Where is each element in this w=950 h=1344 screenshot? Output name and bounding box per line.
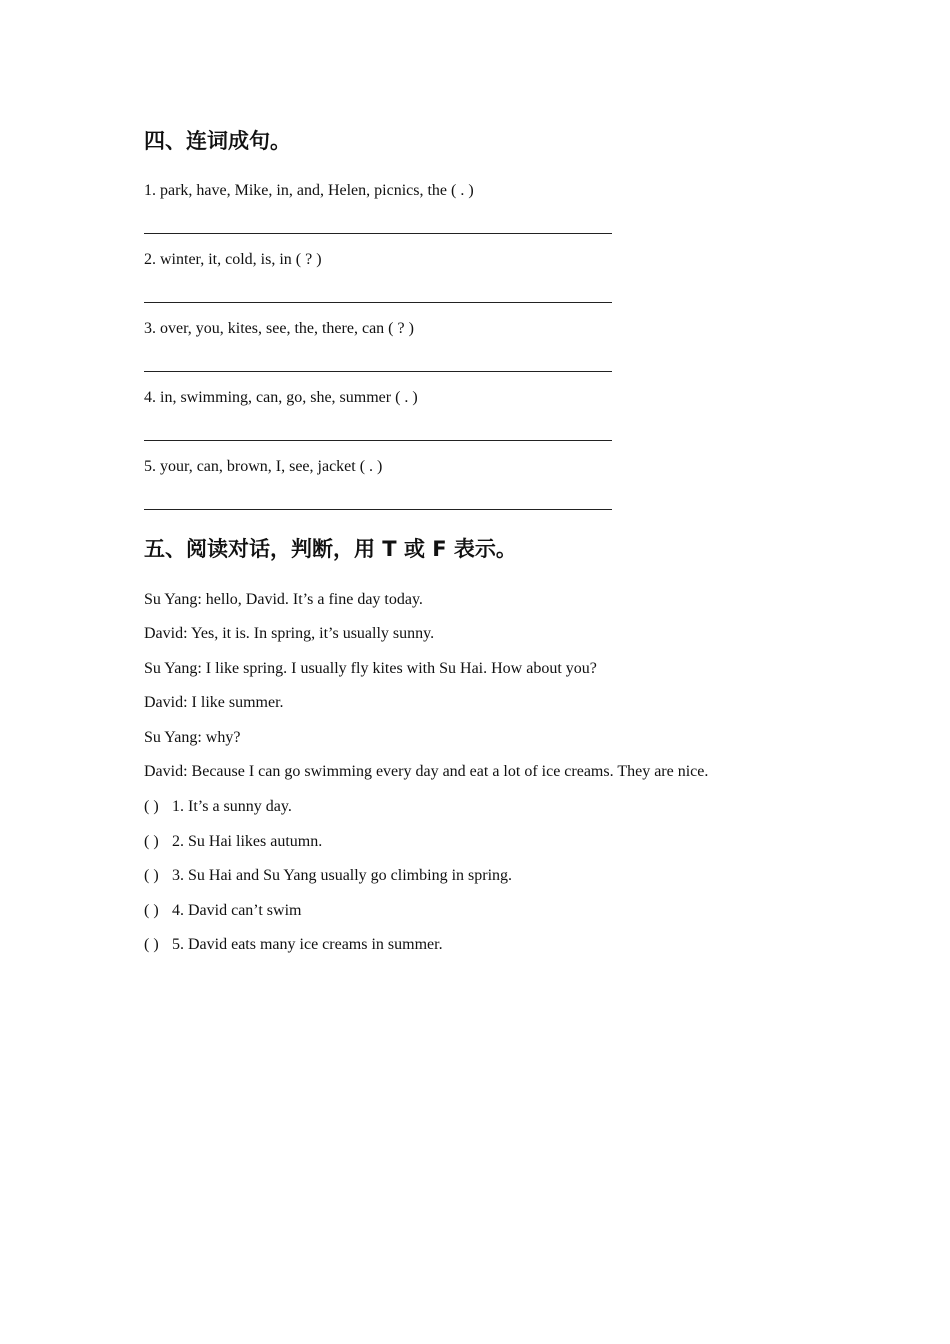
answer-bracket-2[interactable]: ( ): [144, 833, 159, 850]
section4-item-5: 5. your, can, brown, I, see, jacket ( . ): [144, 458, 383, 475]
answer-line-5[interactable]: [144, 509, 612, 510]
answer-line-1[interactable]: [144, 233, 612, 234]
answer-bracket-3[interactable]: ( ): [144, 867, 159, 884]
dialogue-line-1: Su Yang: hello, David. It’s a fine day today.: [144, 591, 423, 608]
tf-question-text-2: 2. Su Hai likes autumn.: [172, 833, 323, 850]
dialogue-line-3: Su Yang: I like spring. I usually fly kites with Su Hai. How about you?: [144, 660, 597, 677]
tf-question-4: [144, 901, 301, 921]
tf-question-text-3: 3. Su Hai and Su Yang usually go climbing in spring.: [172, 867, 513, 884]
answer-line-4[interactable]: [144, 440, 612, 441]
tf-question-text-1: 1. It’s a sunny day.: [172, 798, 292, 815]
answer-bracket-4[interactable]: ( ): [144, 902, 159, 919]
tf-question-text-4: 4. David can’t swim: [172, 902, 302, 919]
dialogue-line-5: Su Yang: why?: [144, 729, 241, 746]
tf-question-2: [144, 832, 322, 852]
tf-question-text-5: 5. David eats many ice creams in summer.: [172, 936, 443, 953]
answer-line-3[interactable]: [144, 371, 612, 372]
dialogue-line-6: David: Because I can go swimming every day and eat a lot of ice creams. They are nice.: [144, 763, 709, 780]
section5-title: 五、阅读对话，判断，用 T 或 F 表示。: [144, 537, 517, 561]
section4-title: 四、连词成句。: [144, 129, 291, 153]
answer-bracket-1[interactable]: ( ): [144, 798, 159, 815]
section4-item-3: 3. over, you, kites, see, the, there, can ( ? ): [144, 320, 414, 337]
section4-item-4: 4. in, swimming, can, go, she, summer ( . ): [144, 389, 418, 406]
tf-question-3: [144, 866, 512, 886]
answer-line-2[interactable]: [144, 302, 612, 303]
dialogue-line-2: David: Yes, it is. In spring, it’s usually sunny.: [144, 625, 435, 642]
section4-item-1: 1. park, have, Mike, in, and, Helen, picnics, the ( . ): [144, 182, 474, 199]
section4-item-2: 2. winter, it, cold, is, in ( ? ): [144, 251, 322, 268]
tf-question-5: [144, 935, 443, 955]
dialogue-line-4: David: I like summer.: [144, 694, 284, 711]
tf-question-1: [144, 797, 292, 817]
answer-bracket-5[interactable]: ( ): [144, 936, 159, 953]
